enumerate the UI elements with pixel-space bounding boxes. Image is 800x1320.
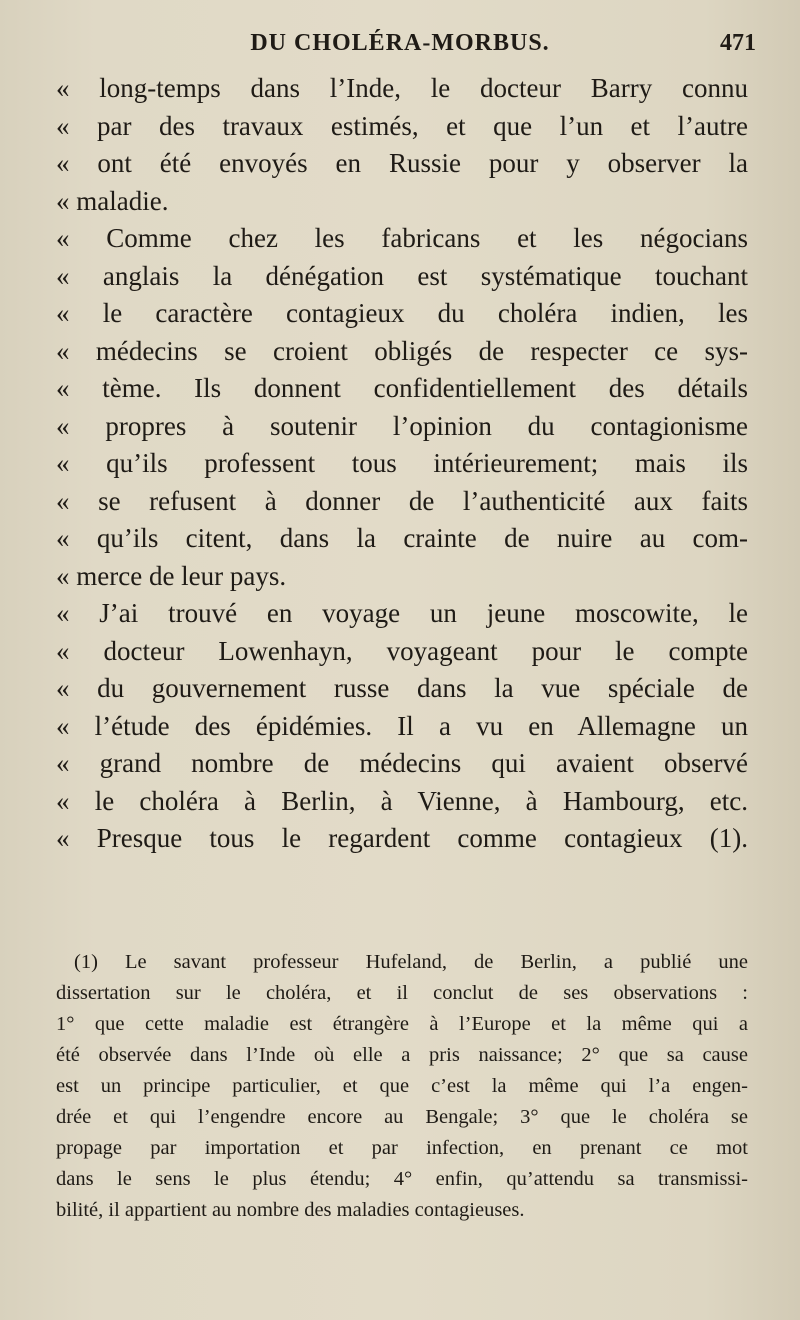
- text-line: « Comme chez les fabricans et les négocians: [56, 223, 748, 253]
- text-line: « docteur Lowenhayn, voyageant pour le compte: [56, 635, 748, 666]
- footnote-line: drée et qui l’engendre encore au Bengale; 3° que le choléra se: [56, 1106, 748, 1128]
- text-line: « merce de leur pays.: [56, 560, 287, 591]
- text-line: « l’étude des épidémies. Il a vu en Allemagne un: [56, 710, 748, 741]
- footnote-line: été observée dans l’Inde où elle a pris naissance; 2° que sa cause: [56, 1044, 748, 1066]
- main-text: [56, 70, 748, 858]
- text-line: « Presque tous le regardent comme contagieux (1).: [56, 823, 748, 853]
- footnote-line: est un principe particulier, et que c’est la même qui l’a engen-: [56, 1075, 748, 1097]
- text-line: « grand nombre de médecins qui avaient observé: [56, 748, 748, 778]
- footnote-line: 1° que cette maladie est étrangère à l’Europe et la même qui a: [56, 1013, 748, 1035]
- text-line: « du gouvernement russe dans la vue spéciale de: [56, 673, 748, 703]
- text-line: « médecins se croient obligés de respecter ce sys-: [56, 335, 748, 366]
- footnote-line: propage par importation et par infection, en prenant ce mot: [56, 1137, 748, 1159]
- footnote: [56, 947, 748, 1226]
- footnote-line: (1) Le savant professeur Hufeland, de Berlin, a publié une: [74, 951, 748, 973]
- page-number: 471: [720, 30, 756, 56]
- footnote-line: bilité, il appartient au nombre des maladies contagieuses.: [56, 1199, 525, 1221]
- text-line: « qu’ils professent tous intérieurement; mais ils: [56, 448, 748, 478]
- text-line: « se refusent à donner de l’authenticité aux faits: [56, 485, 748, 516]
- text-line: « ont été envoyés en Russie pour y observer la: [56, 148, 748, 178]
- text-line: « le choléra à Berlin, à Vienne, à Hambourg, etc.: [56, 785, 748, 816]
- text-line: « anglais la dénégation est systématique touchant: [56, 260, 748, 291]
- running-title: DU CHOLÉRA-MORBUS.: [250, 30, 550, 56]
- text-line: « maladie.: [56, 185, 169, 216]
- text-line: « long-temps dans l’Inde, le docteur Barry connu: [56, 73, 748, 103]
- text-line: « le caractère contagieux du choléra indien, les: [56, 298, 748, 328]
- text-line: « qu’ils citent, dans la crainte de nuire au com-: [56, 523, 748, 553]
- text-line: « J’ai trouvé en voyage un jeune moscowite, le: [56, 598, 748, 628]
- footnote-line: dissertation sur le choléra, et il conclut de ses observations :: [56, 982, 748, 1004]
- text-line: « tème. Ils donnent confidentiellement des détails: [56, 373, 748, 403]
- text-line: « par des travaux estimés, et que l’un et l’autre: [56, 110, 748, 141]
- text-line: « propres à soutenir l’opinion du contagionisme: [56, 410, 748, 441]
- footnote-line: dans le sens le plus étendu; 4° enfin, qu’attendu sa transmissi-: [56, 1168, 748, 1190]
- page-header: [0, 30, 800, 64]
